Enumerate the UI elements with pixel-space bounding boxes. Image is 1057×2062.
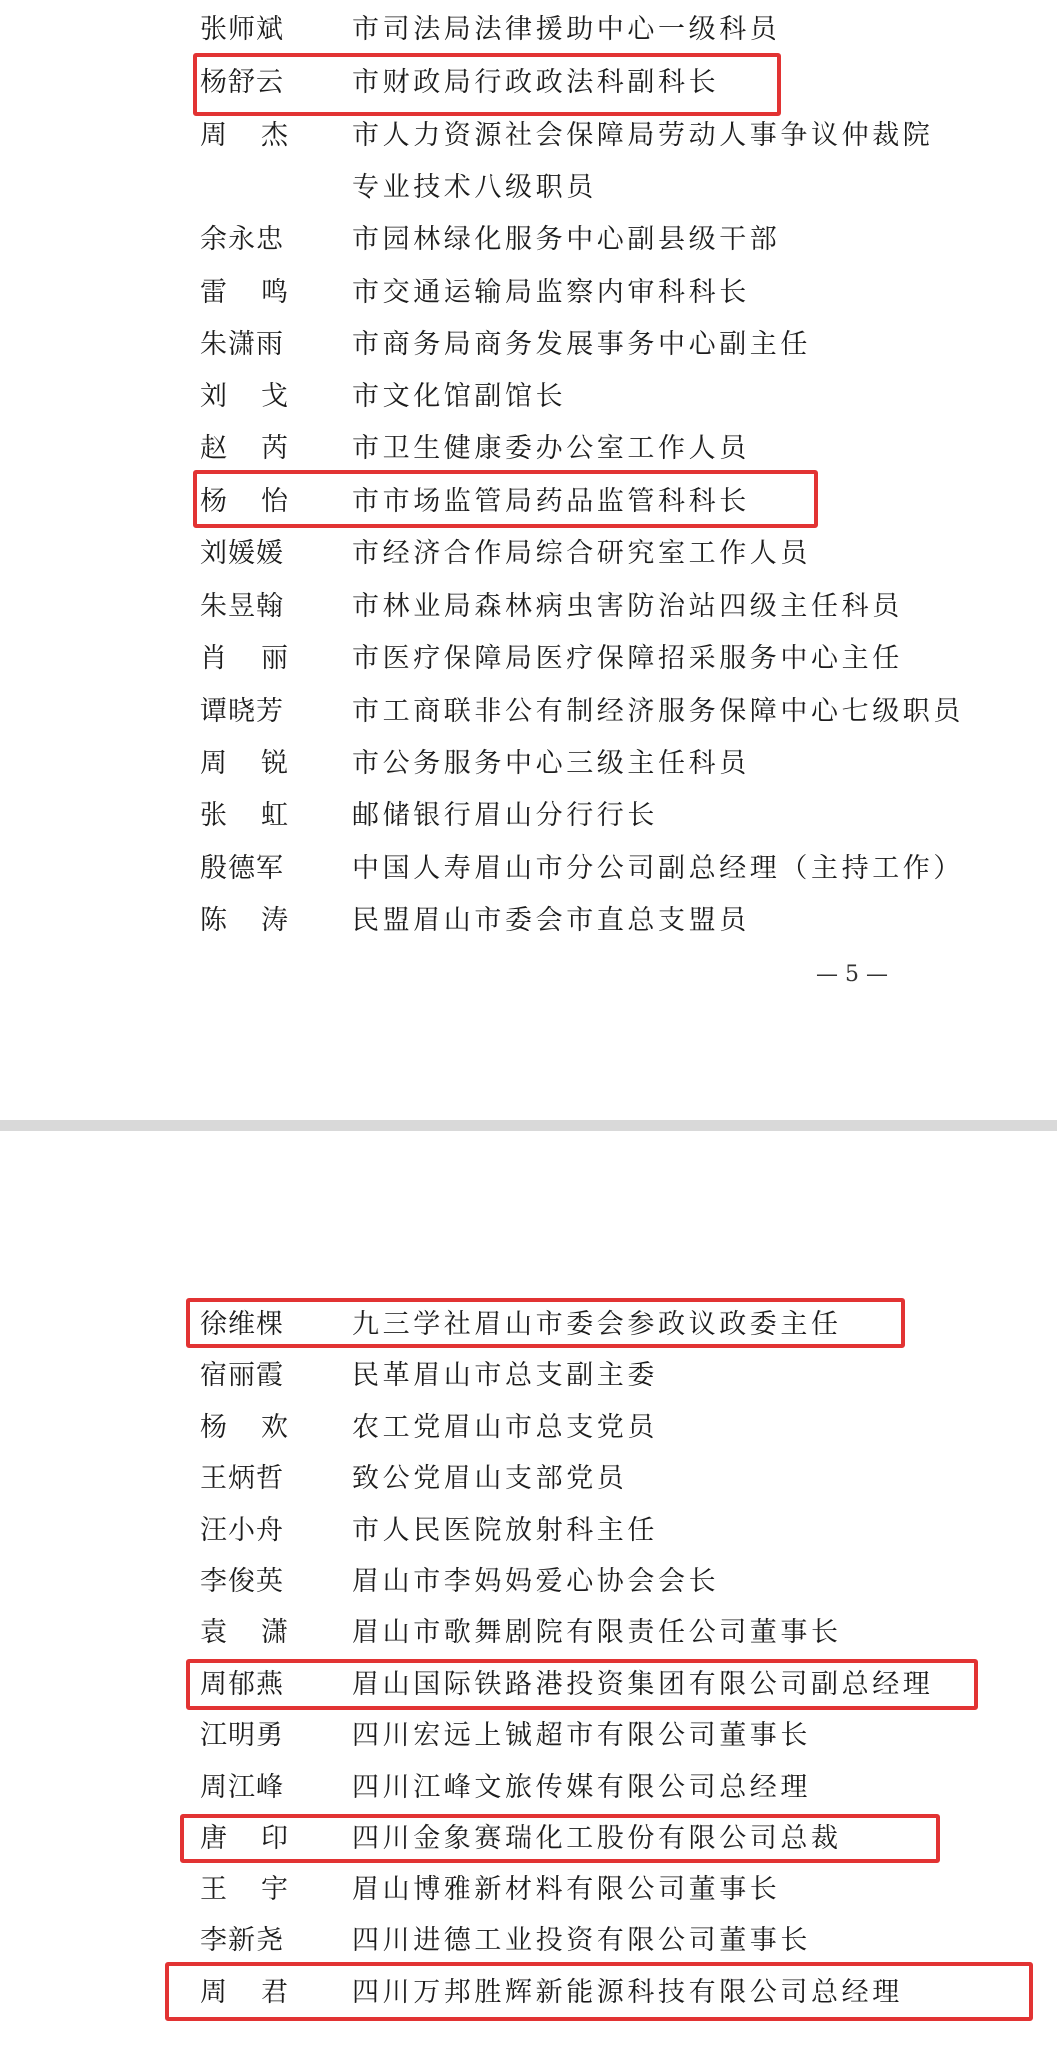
person-name: 杨欢: [200, 1412, 322, 1443]
list-item: [0, 1973, 1057, 2013]
person-title: 眉山博雅新材料有限公司董事长: [352, 1874, 781, 1905]
person-title: 市医疗保障局医疗保障招采服务中心主任: [352, 643, 903, 674]
person-title: 市林业局森林病虫害防治站四级主任科员: [352, 591, 903, 622]
person-name: 余永忠: [200, 224, 284, 255]
list-item: [0, 744, 1057, 784]
list-item: [0, 1819, 1057, 1859]
list-item: [0, 116, 1057, 156]
person-title: 市财政局行政政法科副科长: [352, 67, 720, 98]
list-item: [0, 534, 1057, 574]
person-name: 肖丽: [200, 643, 322, 674]
person-name: 汪小舟: [200, 1515, 284, 1546]
person-name: 雷鸣: [200, 277, 322, 308]
person-title: 眉山市李妈妈爱心协会会长: [352, 1566, 720, 1597]
person-name: 宿丽霞: [200, 1360, 284, 1391]
list-item: [0, 692, 1057, 732]
list-item: [0, 1305, 1057, 1345]
person-name: 李新尧: [200, 1925, 284, 1956]
person-title: 眉山市歌舞剧院有限责任公司董事长: [352, 1617, 842, 1648]
person-name: 李俊英: [200, 1566, 284, 1597]
list-item: [0, 587, 1057, 627]
person-title: 市文化馆副馆长: [352, 381, 567, 412]
person-name: 江明勇: [200, 1720, 284, 1751]
list-item: [0, 1613, 1057, 1653]
person-title: 市司法局法律援助中心一级科员: [352, 14, 781, 45]
person-name: 王炳哲: [200, 1463, 284, 1494]
page-number: — 5 —: [816, 962, 888, 987]
person-name: 周君: [200, 1977, 322, 2008]
person-name: 朱潇雨: [200, 329, 284, 360]
list-item: [0, 1408, 1057, 1448]
list-item: [0, 482, 1057, 522]
list-item: [0, 10, 1057, 50]
person-name: 周锐: [200, 748, 322, 779]
list-item: [0, 273, 1057, 313]
list-item: [0, 1356, 1057, 1396]
list-item: [0, 1716, 1057, 1756]
list-item: [0, 429, 1057, 469]
list-item: [0, 849, 1057, 889]
list-item: [0, 796, 1057, 836]
person-title: 四川江峰文旅传媒有限公司总经理: [352, 1772, 811, 1803]
person-name: 王宇: [200, 1874, 322, 1905]
list-item: [0, 1665, 1057, 1705]
page-separator: [0, 1120, 1057, 1131]
list-item: [0, 1870, 1057, 1910]
person-title: 市工商联非公有制经济服务保障中心七级职员: [352, 696, 964, 727]
person-title: 四川宏远上铖超市有限公司董事长: [352, 1720, 811, 1751]
list-item: [0, 1511, 1057, 1551]
person-title: 致公党眉山支部党员: [352, 1463, 628, 1494]
person-name: 殷德军: [200, 853, 284, 884]
list-item: [0, 1921, 1057, 1961]
list-item: [0, 325, 1057, 365]
person-title: 农工党眉山市总支党员: [352, 1412, 658, 1443]
person-title: 市人民医院放射科主任: [352, 1515, 658, 1546]
person-name: 朱昱翰: [200, 591, 284, 622]
person-name: 杨怡: [200, 486, 322, 517]
person-name: 周江峰: [200, 1772, 284, 1803]
person-title: 市公务服务中心三级主任科员: [352, 748, 750, 779]
person-name: 杨舒云: [200, 67, 284, 98]
person-title: 专业技术八级职员: [352, 172, 597, 203]
list-item: [0, 220, 1057, 260]
person-name: 张师斌: [200, 14, 284, 45]
list-item: [0, 639, 1057, 679]
person-title: 四川金象赛瑞化工股份有限公司总裁: [352, 1823, 842, 1854]
list-item: [0, 168, 1057, 208]
person-title: 民革眉山市总支副主委: [352, 1360, 658, 1391]
list-item: [0, 1562, 1057, 1602]
person-title: 中国人寿眉山市分公司副总经理（主持工作）: [352, 853, 964, 884]
person-name: 唐印: [200, 1823, 322, 1854]
person-name: 陈涛: [200, 905, 322, 936]
person-name: 周郁燕: [200, 1669, 284, 1700]
person-title: 市人力资源社会保障局劳动人事争议仲裁院: [352, 120, 934, 151]
person-name: 张虹: [200, 800, 322, 831]
list-item: [0, 63, 1057, 103]
list-item: [0, 901, 1057, 941]
person-name: 刘媛媛: [200, 538, 284, 569]
person-name: 徐维棵: [200, 1309, 284, 1340]
person-title: 四川进德工业投资有限公司董事长: [352, 1925, 811, 1956]
person-title: 市经济合作局综合研究室工作人员: [352, 538, 811, 569]
person-title: 九三学社眉山市委会参政议政委主任: [352, 1309, 842, 1340]
list-item: [0, 377, 1057, 417]
person-title: 市市场监管局药品监管科科长: [352, 486, 750, 517]
person-title: 市卫生健康委办公室工作人员: [352, 433, 750, 464]
document-page-6: [0, 1131, 1057, 2062]
person-title: 眉山国际铁路港投资集团有限公司副总经理: [352, 1669, 934, 1700]
person-name: 刘戈: [200, 381, 322, 412]
list-item: [0, 1768, 1057, 1808]
person-title: 四川万邦胜辉新能源科技有限公司总经理: [352, 1977, 903, 2008]
person-name: 谭晓芳: [200, 696, 284, 727]
person-title: 市商务局商务发展事务中心副主任: [352, 329, 811, 360]
person-name: 周杰: [200, 120, 322, 151]
person-title: 市园林绿化服务中心副县级干部: [352, 224, 781, 255]
person-title: 邮储银行眉山分行行长: [352, 800, 658, 831]
person-title: 市交通运输局监察内审科科长: [352, 277, 750, 308]
person-name: 袁潇: [200, 1617, 322, 1648]
person-title: 民盟眉山市委会市直总支盟员: [352, 905, 750, 936]
list-item: [0, 1459, 1057, 1499]
person-name: 赵芮: [200, 433, 322, 464]
